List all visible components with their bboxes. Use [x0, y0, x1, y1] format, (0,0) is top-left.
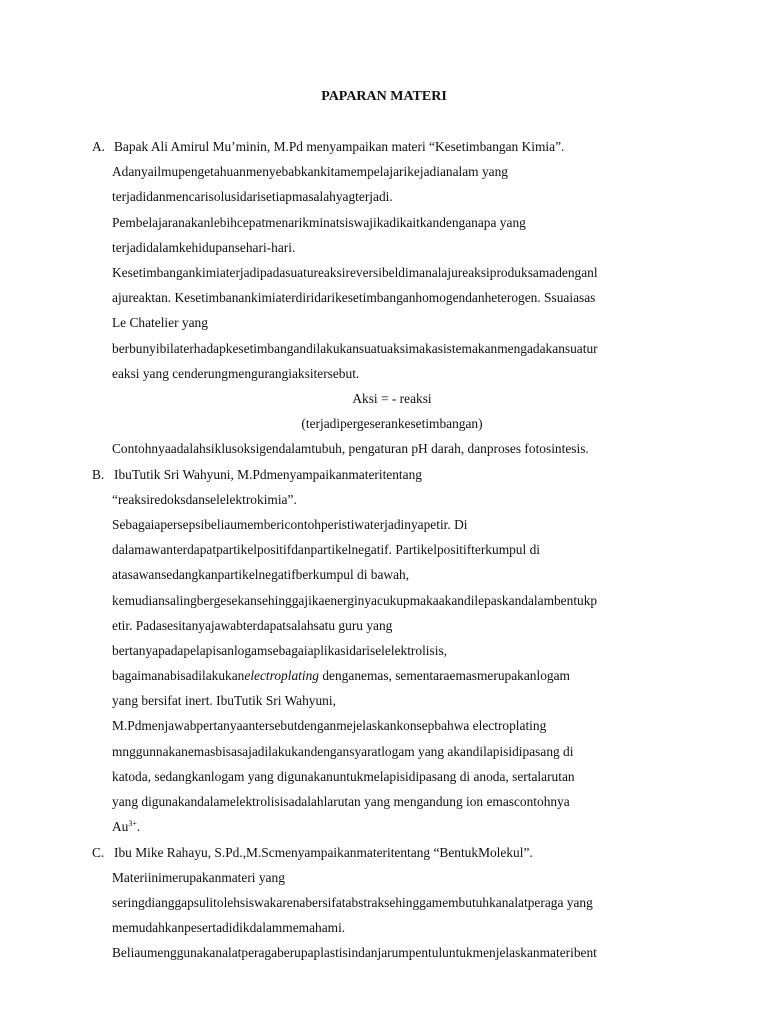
paragraph-line: Bapak Ali Amirul Mu’minin, M.Pd menyampaikan materi “Kesetimbangan Kimia”. — [114, 139, 565, 154]
section-marker: B. — [92, 466, 105, 482]
section-c — [92, 840, 692, 966]
paragraph-line: Adanyailmupengetahuanmenyebabkankitamempelajarikejadianalam yang — [112, 164, 508, 180]
paragraph-line: dalamawanterdapatpartikelpositifdanpartikelnegatif. Partikelpositifterkumpul di — [112, 542, 540, 558]
paragraph-line: yang bersifat inert. IbuTutik Sri Wahyuni, — [112, 693, 336, 709]
paragraph-line: Pembelajaranakanlebihcepatmenarikminatsiswajikadikaitkandenganapa yang — [112, 214, 526, 230]
paragraph-line: bertanyapadapelapisanlogamsebagaiaplikasidariselelektrolisis, — [112, 642, 448, 658]
paragraph-line: “reaksiredoksdanselelektrokimia”. — [112, 491, 297, 507]
paragraph-line: kemudiansalingbergesekansehinggajikaenerginyacukupmakaakandilepaskandalambentukp — [112, 592, 598, 608]
paragraph-line: mnggunnakanemasbisasajadilakukandengansyaratlogam yang akandilapisidipasang di — [112, 743, 574, 759]
ion-base: Au — [112, 819, 129, 835]
paragraph-line: ajureaktan. Kesetimbanankimiaterdiridarikesetimbanganhomogendanheterogen. Ssuaiasas — [112, 290, 596, 306]
section-a — [92, 134, 692, 461]
paragraph-line: Beliaumenggunakanalatperagaberupaplastisindanjarumpentuluntukmenjelaskanmateribent — [112, 945, 597, 961]
paragraph-line: M.Pdmenjawabpertanyaantersebutdenganmejelaskankonsepbahwa electroplating — [112, 718, 547, 734]
paragraph-line: Materiinimerupakanmateri yang — [112, 869, 285, 885]
paragraph-line: Le Chatelier yang — [112, 315, 208, 331]
line-text: bagaimanabisadilakukan — [112, 668, 245, 684]
paragraph-line: yang digunakandalamelektrolisisadalahlarutan yang mengandung ion emascontohnya — [112, 794, 570, 810]
paragraph-line: terjadidanmencarisolusidarisetiapmasalahyagterjadi. — [112, 189, 393, 205]
paragraph-line: katoda, sedangkanlogam yang digunakanuntukmelapisidipasang di anoda, sertalarutan — [112, 768, 575, 784]
paragraph-line: atasawansedangkanpartikelnegatifberkumpul di bawah, — [112, 567, 410, 583]
section-marker: A. — [92, 139, 106, 154]
ion-end: . — [136, 819, 141, 835]
paragraph-line: memudahkanpesertadidikdalammemahami. — [112, 920, 346, 936]
formula-note: (terjadipergeserankesetimbangan) — [301, 416, 483, 432]
paragraph-line: terjadidalamkehidupansehari-hari. — [112, 239, 296, 255]
formula: Aksi = - reaksi — [352, 390, 432, 406]
section-b — [92, 462, 692, 840]
paragraph-line: berbunyibilaterhadapkesetimbangandilakukansuatuaksimakasistemakanmengadakansuatur — [112, 340, 598, 356]
ion-charge: 3+ — [128, 819, 137, 829]
ion-formula — [112, 814, 692, 839]
line-text: denganemas, sementaraemasmerupakanlogam — [319, 668, 570, 684]
section-marker: C. — [92, 844, 105, 860]
paragraph-line: Ibu Mike Rahayu, S.Pd.,M.Scmenyampaikanmateritentang “BentukMolekul”. — [114, 844, 533, 860]
paragraph-line: IbuTutik Sri Wahyuni, M.Pdmenyampaikanmateritentang — [114, 466, 422, 482]
paragraph-line: seringdianggapsulitolehsiswakarenabersifatabstraksehinggamembutuhkanalatperaga yang — [112, 894, 593, 910]
italic-term: electroplating — [244, 668, 319, 684]
paragraph-line: eaksi yang cenderungmengurangiaksitersebut. — [112, 365, 360, 381]
paragraph-line: Sebagaiapersepsibeliaumembericontohperistiwaterjadinyapetir. Di — [112, 516, 468, 532]
paragraph-line: Contohnyaadalahsiklusoksigendalamtubuh, pengaturan pH darah, danproses fotosintesis. — [112, 441, 589, 457]
page-title: PAPARAN MATERI — [321, 89, 447, 104]
paragraph-line-electroplating — [112, 663, 692, 688]
paragraph-line: etir. Padasesitanyajawabterdapatsalahsatu guru yang — [112, 617, 393, 633]
paragraph-line: Kesetimbangankimiaterjadipadasuatureaksireversibeldimanalajureaksiproduksamadenganl — [112, 264, 598, 280]
